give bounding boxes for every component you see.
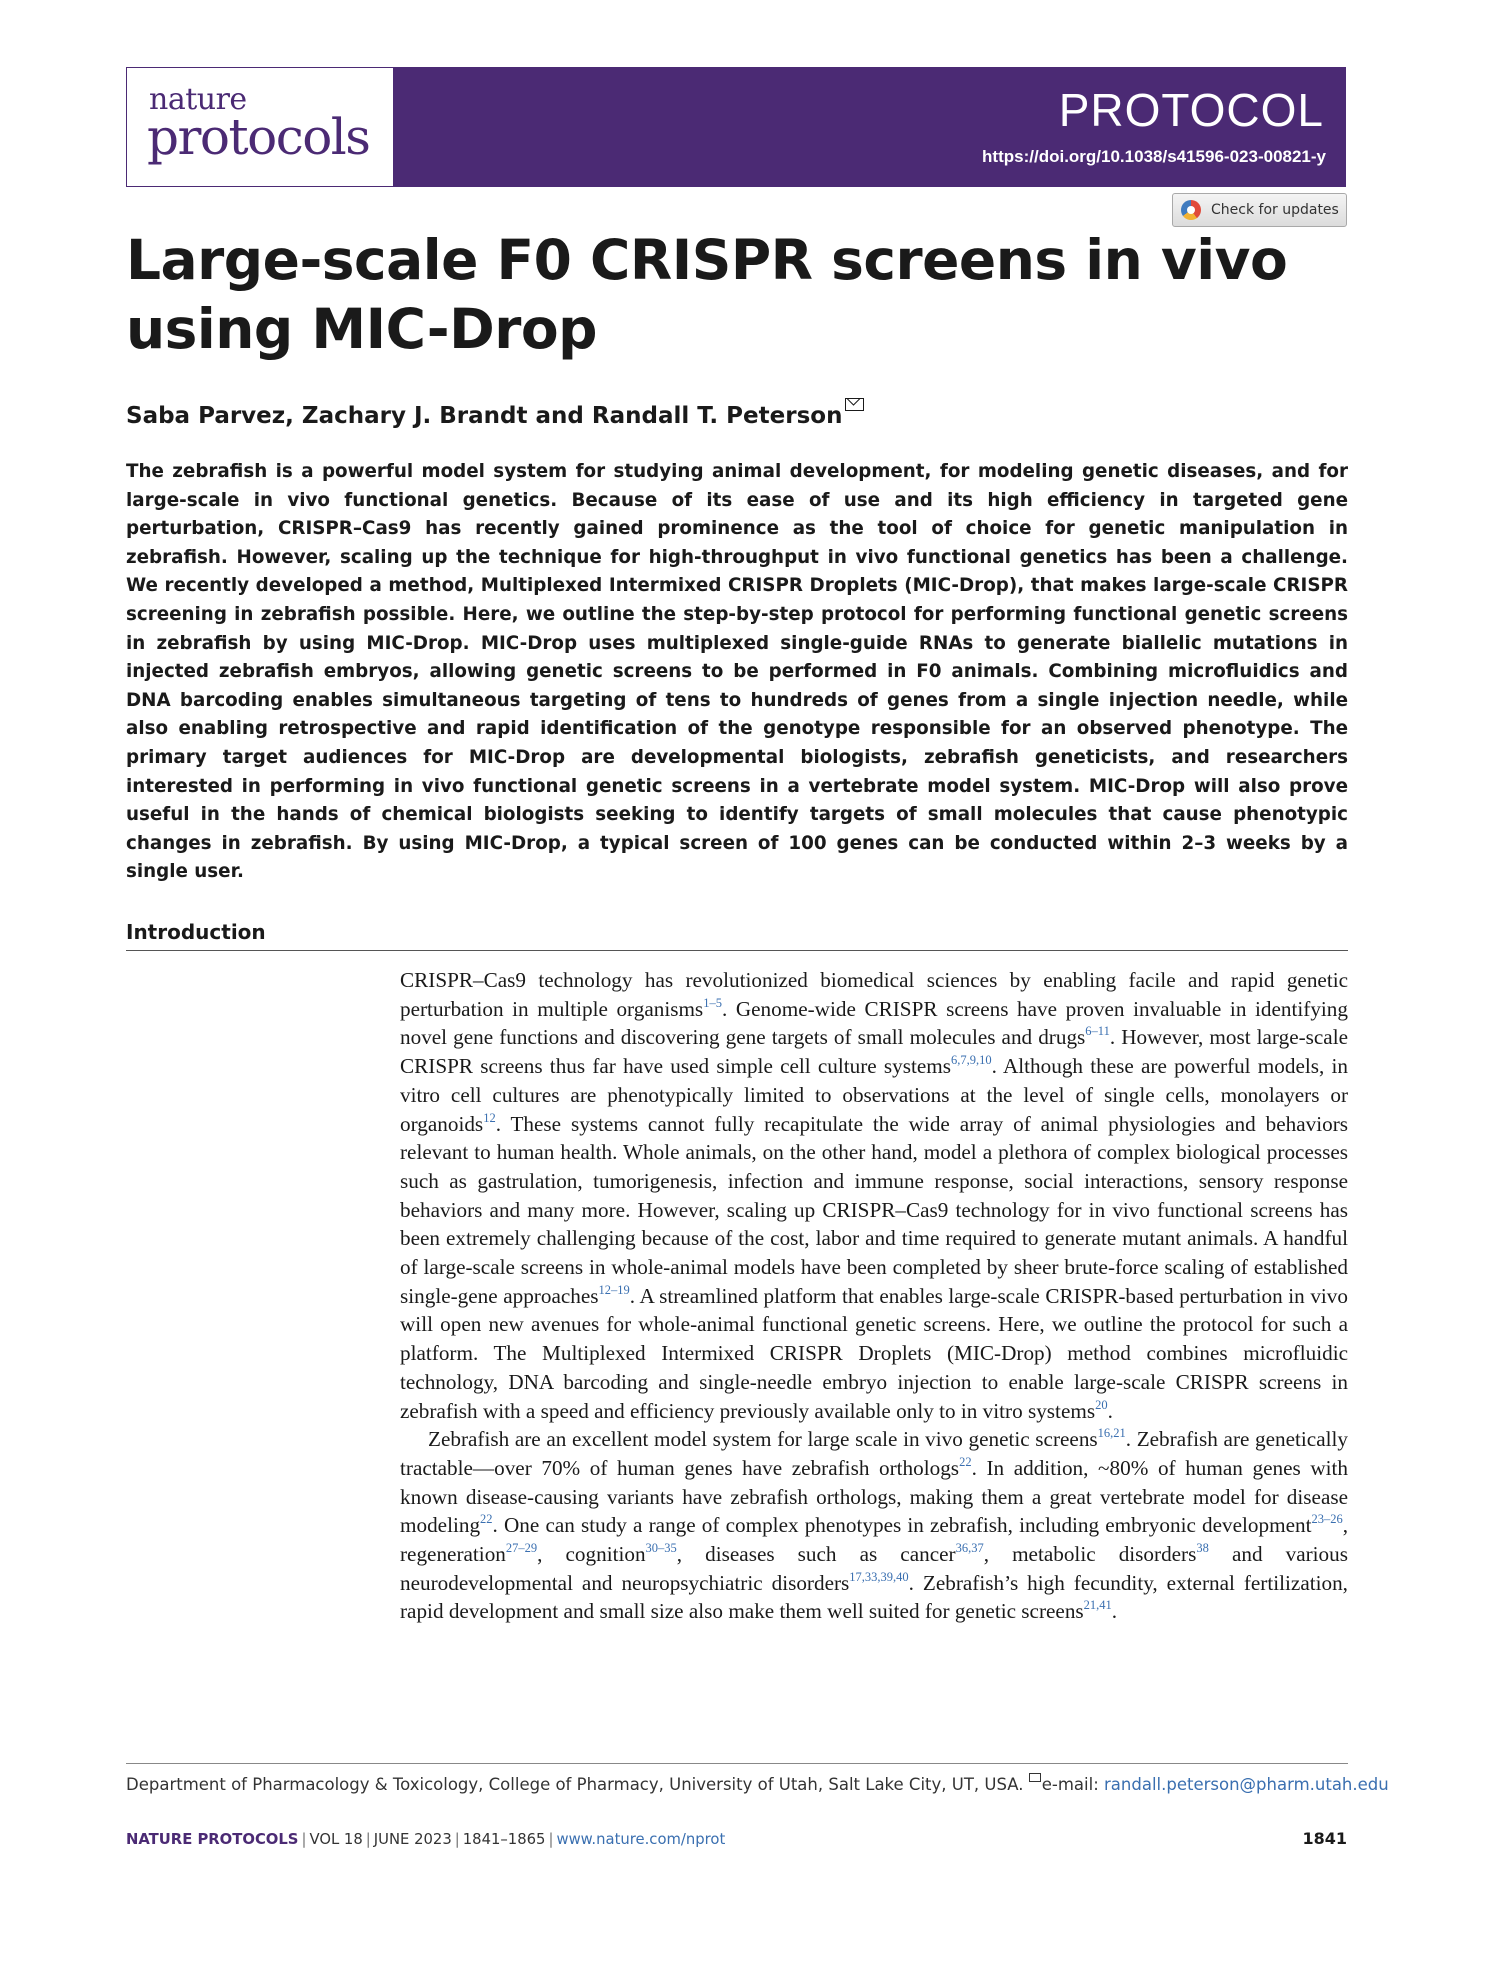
authors-text: Saba Parvez, Zachary J. Brandt and Randall T. Peterson (126, 403, 843, 429)
citation-ref[interactable]: 27–29 (505, 1541, 538, 1556)
page-number: 1841 (1302, 1829, 1347, 1848)
footer-divider (126, 1763, 1348, 1764)
citation-ref[interactable]: 23–26 (1311, 1512, 1343, 1527)
citation-ref[interactable]: 30–35 (645, 1541, 677, 1556)
journal-footer (126, 1831, 725, 1848)
citation-ref[interactable]: 6–11 (1085, 1024, 1110, 1039)
page-range: 1841–1865 (462, 1831, 546, 1848)
citation-ref[interactable]: 36,37 (955, 1541, 984, 1556)
section-heading-introduction: Introduction (126, 920, 266, 944)
crossmark-icon (1181, 200, 1201, 220)
citation-ref[interactable]: 22 (959, 1454, 972, 1469)
body-paragraph: Zebrafish are an excellent model system for large scale in vivo genetic screens$^{16,21}$. Zebrafish are genetically tractable—over 70% of human genes have zebrafish orthologs$^{22}$. In addition, ~80% of human genes with known disease-causing variants have zebrafish orthologs, making them a great vertebrate model for disease modeling$^{22}$. One can study a range of complex phenotypes in zebrafish, including embryonic development$^{23-26}$, regeneration$^{27-29}$, cognition$^{30-35}$, diseases such as cancer$^{36,37}$, metabolic disorders$^{38}$ and various neurodevelopmental and neuropsychiatric disorders$^{17,33,39,40}$. Zebrafish’s high fecundity, external fertilization, rapid development and small size also make them well suited for genetic screens$^{21,41}$. (400, 1426, 1348, 1624)
citation-ref[interactable]: 21,41 (1083, 1598, 1112, 1613)
logo-protocols-text: protocols (147, 108, 370, 166)
separator: | (301, 1831, 307, 1848)
author-list (126, 398, 864, 429)
email-label: e-mail: (1041, 1775, 1105, 1794)
journal-name: NATURE PROTOCOLS (126, 1831, 299, 1848)
abstract: The zebrafish is a powerful model system for studying animal development, for modeling genetic diseases, and for large-scale in vivo functional genetics. Because of its ease of use and its high efficiency in targeted gene perturbation, CRISPR–Cas9 has recently gained prominence as the tool of choice for genetic manipulation in zebrafish. However, scaling up the technique for high-throughput in vivo functional genetics has been a challenge. We recently developed a method, Multiplexed Intermixed CRISPR Droplets (MIC-Drop), that makes large-scale CRISPR screening in zebrafish possible. Here, we outline the step-by-step protocol for performing functional genetic screens in zebrafish by using MIC-Drop. MIC-Drop uses multiplexed single-guide RNAs to generate biallelic mutations in injected zebrafish embryos, allowing genetic screens to be performed in F0 animals. Combining microfluidics and DNA barcoding enables simultaneous targeting of tens to hundreds of genes from a single injection needle, while also enabling retrospective and rapid identification of the genotype responsible for an observed phenotype. The primary target audiences for MIC-Drop are developmental biologists, zebrafish geneticists, and researchers interested in performing in vivo functional genetic screens in a vertebrate model system. MIC-Drop will also prove useful in the hands of chemical biologists seeking to identify targets of small molecules that cause phenotypic changes in zebrafish. By using MIC-Drop, a typical screen of 100 genes can be conducted within 2–3 weeks by a single user. (126, 461, 1348, 883)
citation-ref[interactable]: 16,21 (1097, 1426, 1126, 1441)
email-link[interactable]: randall.peterson@pharm.utah.edu (1104, 1775, 1389, 1794)
check-for-updates-label: Check for updates (1211, 202, 1339, 218)
issue-date: JUNE 2023 (373, 1831, 452, 1848)
citation-ref[interactable]: 12 (483, 1110, 496, 1125)
logo-nature-text: nature (149, 82, 247, 117)
check-for-updates-button[interactable] (1172, 193, 1347, 227)
affiliation-note (126, 1773, 1389, 1794)
separator: | (365, 1831, 371, 1848)
citation-ref[interactable]: 1–5 (703, 995, 722, 1010)
citation-ref[interactable]: 20 (1095, 1397, 1108, 1412)
affiliation-text: Department of Pharmacology & Toxicology, College of Pharmacy, University of Utah, Salt Lake City, UT, USA. (126, 1775, 1024, 1794)
citation-ref[interactable]: 38 (1196, 1541, 1209, 1556)
journal-logo (126, 67, 394, 187)
header-band (394, 67, 1346, 187)
separator: | (548, 1831, 554, 1848)
citation-ref[interactable]: 22 (480, 1512, 493, 1527)
article-type-label: PROTOCOL (1058, 84, 1324, 136)
citation-ref[interactable]: 17,33,39,40 (849, 1569, 909, 1584)
citation-ref[interactable]: 6,7,9,10 (951, 1053, 992, 1068)
doi-link[interactable]: https://doi.org/10.1038/s41596-023-00821-y (982, 147, 1326, 166)
envelope-icon (1029, 1773, 1041, 1782)
introduction-body (400, 966, 1348, 1626)
article-title: Large-scale F0 CRISPR screens in vivo using MIC-Drop (126, 228, 1288, 361)
section-divider (126, 950, 1348, 951)
citation-ref[interactable]: 12–19 (598, 1282, 630, 1297)
separator: | (454, 1831, 460, 1848)
journal-website-link[interactable]: www.nature.com/nprot (556, 1831, 726, 1848)
volume: VOL 18 (309, 1831, 363, 1848)
envelope-icon[interactable] (845, 398, 864, 411)
body-paragraph: CRISPR–Cas9 technology has revolutionized biomedical sciences by enabling facile and rapid genetic perturbation in multiple organisms$^{1-5}$. Genome-wide CRISPR screens have proven invaluable in identifying novel gene functions and discovering gene targets of small molecules and drugs$^{6-11}$. However, most large-scale CRISPR screens thus far have used simple cell culture systems$^{6,7,9,10}$. Although these are powerful models, in vitro cell cultures are phenotypically limited to observations at the level of single cells, monolayers or organoids$^{12}$. These systems cannot fully recapitulate the wide array of animal physiologies and behaviors relevant to human health. Whole animals, on the other hand, model a plethora of complex biological processes such as gastrulation, tumorigenesis, infection and immune response, social interactions, sensory response behaviors and many more. However, scaling up CRISPR–Cas9 technology for in vivo functional screens has been extremely challenging because of the cost, labor and time required to generate mutant animals. A handful of large-scale screens in whole-animal models have been completed by sheer brute-force scaling of established single-gene approaches$^{12-19}$. A streamlined platform that enables large-scale CRISPR-based perturbation in vivo will open new avenues for whole-animal functional genetic screens. Here, we outline the protocol for such a platform. The Multiplexed Intermixed CRISPR Droplets (MIC-Drop) method combines microfluidic technology, DNA barcoding and single-needle embryo injection to enable large-scale CRISPR screens in zebrafish with a speed and efficiency previously available only to in vitro systems$^{20}$. (400, 968, 1349, 1423)
